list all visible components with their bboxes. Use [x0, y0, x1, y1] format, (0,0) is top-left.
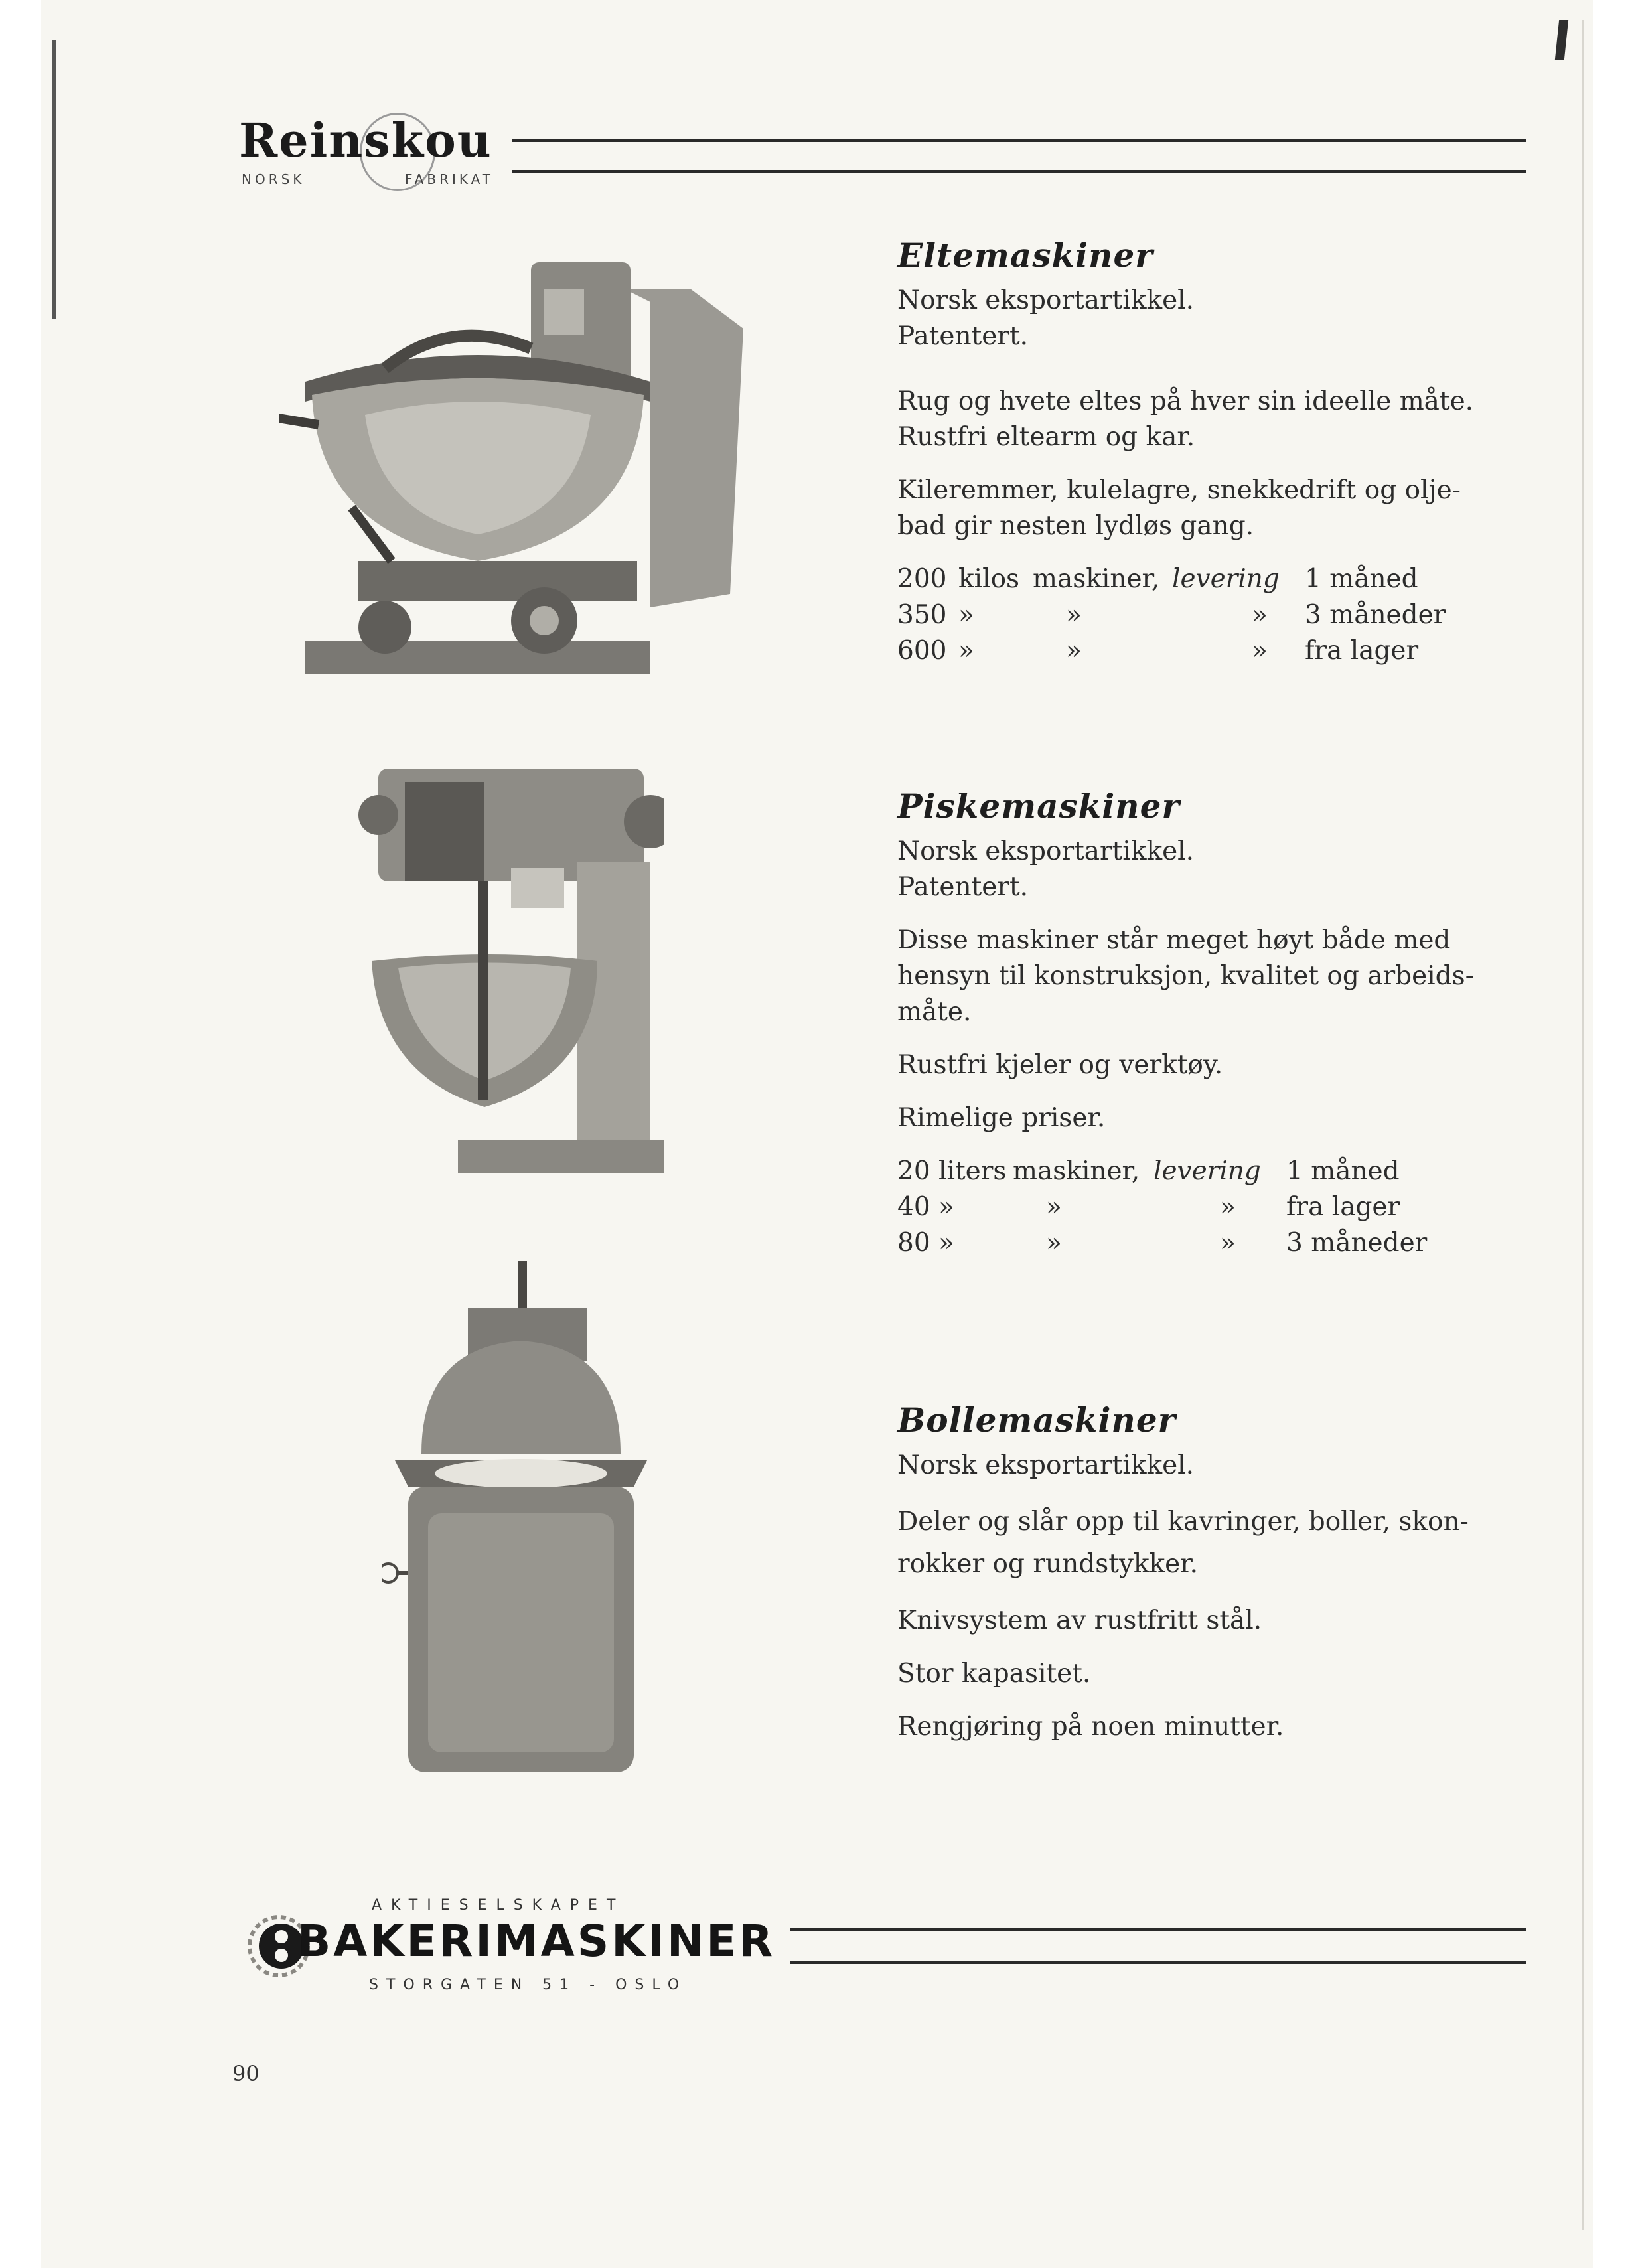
capacity: 350: [897, 600, 947, 630]
table-row: [897, 633, 1446, 669]
capacity: 20: [897, 1156, 930, 1186]
table-row: [897, 1189, 1427, 1225]
text-line: Disse maskiner står meget høyt både med: [897, 925, 1451, 955]
section-title: Piskemaskiner: [897, 787, 1180, 826]
whisk-machine-image: [358, 762, 664, 1187]
delivery-label: »: [1252, 636, 1268, 666]
text-line: Norsk eksportartikkel.: [897, 1450, 1195, 1480]
text-line: Rengjøring på noen minutter.: [897, 1712, 1284, 1742]
delivery-time: fra lager: [1286, 1192, 1400, 1222]
delivery-table: [897, 1154, 1427, 1261]
table-row: [897, 1154, 1427, 1189]
unit: »: [938, 1192, 954, 1222]
delivery-label: »: [1220, 1228, 1236, 1258]
type: »: [1066, 600, 1082, 630]
text-line: måte.: [897, 997, 972, 1027]
delivery-label: »: [1252, 600, 1268, 630]
type: maskiner,: [1013, 1156, 1140, 1186]
unit: »: [958, 636, 974, 666]
company-address: STORGATEN 51 - OSLO: [369, 1977, 688, 1993]
delivery-label: levering: [1172, 564, 1280, 594]
brand-logo: [239, 113, 494, 192]
table-row: [897, 1225, 1427, 1261]
text-line: Norsk eksportartikkel.: [897, 836, 1195, 866]
paragraph: [897, 384, 1481, 455]
text-line: bad gir nesten lydløs gang.: [897, 511, 1254, 541]
header-rule-bottom: [512, 170, 1526, 173]
paragraph: [897, 1501, 1481, 1586]
section-piskemaskiner: [897, 787, 1481, 1261]
footer-rule-bottom: [790, 1961, 1526, 1964]
capacity: 40: [897, 1192, 930, 1222]
roll-machine-image: [382, 1261, 660, 1772]
section-title: Eltemaskiner: [897, 236, 1153, 275]
unit: »: [938, 1228, 954, 1258]
text-line: Kileremmer, kulelagre, snekkedrift og olje-: [897, 475, 1461, 505]
delivery-time: 3 måneder: [1305, 600, 1446, 630]
section-title: Bollemaskiner: [897, 1400, 1177, 1440]
capacity: 80: [897, 1228, 930, 1258]
table-row: [897, 597, 1446, 633]
text-line: Rimelige priser.: [897, 1103, 1106, 1133]
text-line: Rug og hvete eltes på hver sin ideelle måte.: [897, 386, 1474, 416]
delivery-table: [897, 562, 1446, 669]
text-line: Rustfri kjeler og verktøy.: [897, 1050, 1223, 1080]
text-line: rokker og rundstykker.: [897, 1549, 1199, 1579]
scan-edge: [52, 40, 56, 319]
capacity: 200: [897, 564, 947, 594]
text-line: Patentert.: [897, 321, 1029, 351]
footer-rule-top: [790, 1928, 1526, 1931]
paragraph: [897, 923, 1481, 1030]
delivery-time: 3 måneder: [1286, 1228, 1428, 1258]
unit: liters: [938, 1156, 1007, 1186]
type: »: [1046, 1192, 1062, 1222]
unit: kilos: [958, 564, 1020, 594]
type: »: [1046, 1228, 1062, 1258]
unit: »: [958, 600, 974, 630]
capacity: 600: [897, 636, 947, 666]
table-row: [897, 562, 1446, 597]
company-prefix: AKTIESELSKAPET: [372, 1897, 625, 1914]
text-line: Stor kapasitet.: [897, 1659, 1091, 1689]
paragraph: [897, 1047, 1481, 1083]
section-bollemaskiner: [897, 1400, 1481, 1745]
type: »: [1066, 636, 1082, 666]
kneading-machine-image: [279, 249, 757, 687]
text-line: Rustfri eltearm og kar.: [897, 422, 1195, 452]
page-number: 90: [232, 2061, 260, 2086]
text-line: Knivsystem av rustfritt stål.: [897, 1606, 1262, 1635]
scan-edge-right: [1582, 20, 1584, 2230]
section-eltemaskiner: [897, 236, 1481, 669]
brand-sub-left: NORSK: [242, 171, 305, 187]
brand-name: Reinskou: [239, 113, 492, 168]
text-line: hensyn til konstruksjon, kvalitet og arbeids-: [897, 961, 1474, 991]
header-rule-top: [512, 139, 1526, 142]
text-line: Deler og slår opp til kavringer, boller, skon-: [897, 1507, 1469, 1537]
delivery-time: 1 måned: [1286, 1156, 1400, 1186]
paragraph: [897, 1709, 1481, 1745]
delivery-time: 1 måned: [1305, 564, 1418, 594]
type: maskiner,: [1033, 564, 1160, 594]
paragraph: [897, 473, 1481, 544]
text-line: Patentert.: [897, 872, 1029, 902]
paragraph: [897, 1100, 1481, 1136]
text-line: Norsk eksportartikkel.: [897, 285, 1195, 315]
delivery-label: »: [1220, 1192, 1236, 1222]
delivery-time: fra lager: [1305, 636, 1419, 666]
delivery-label: levering: [1153, 1156, 1261, 1186]
company-name: BAKERIMASKINER: [297, 1916, 776, 1967]
paragraph: [897, 1656, 1481, 1692]
paragraph: [897, 1603, 1481, 1639]
brand-sub-right: FABRIKAT: [405, 171, 494, 187]
